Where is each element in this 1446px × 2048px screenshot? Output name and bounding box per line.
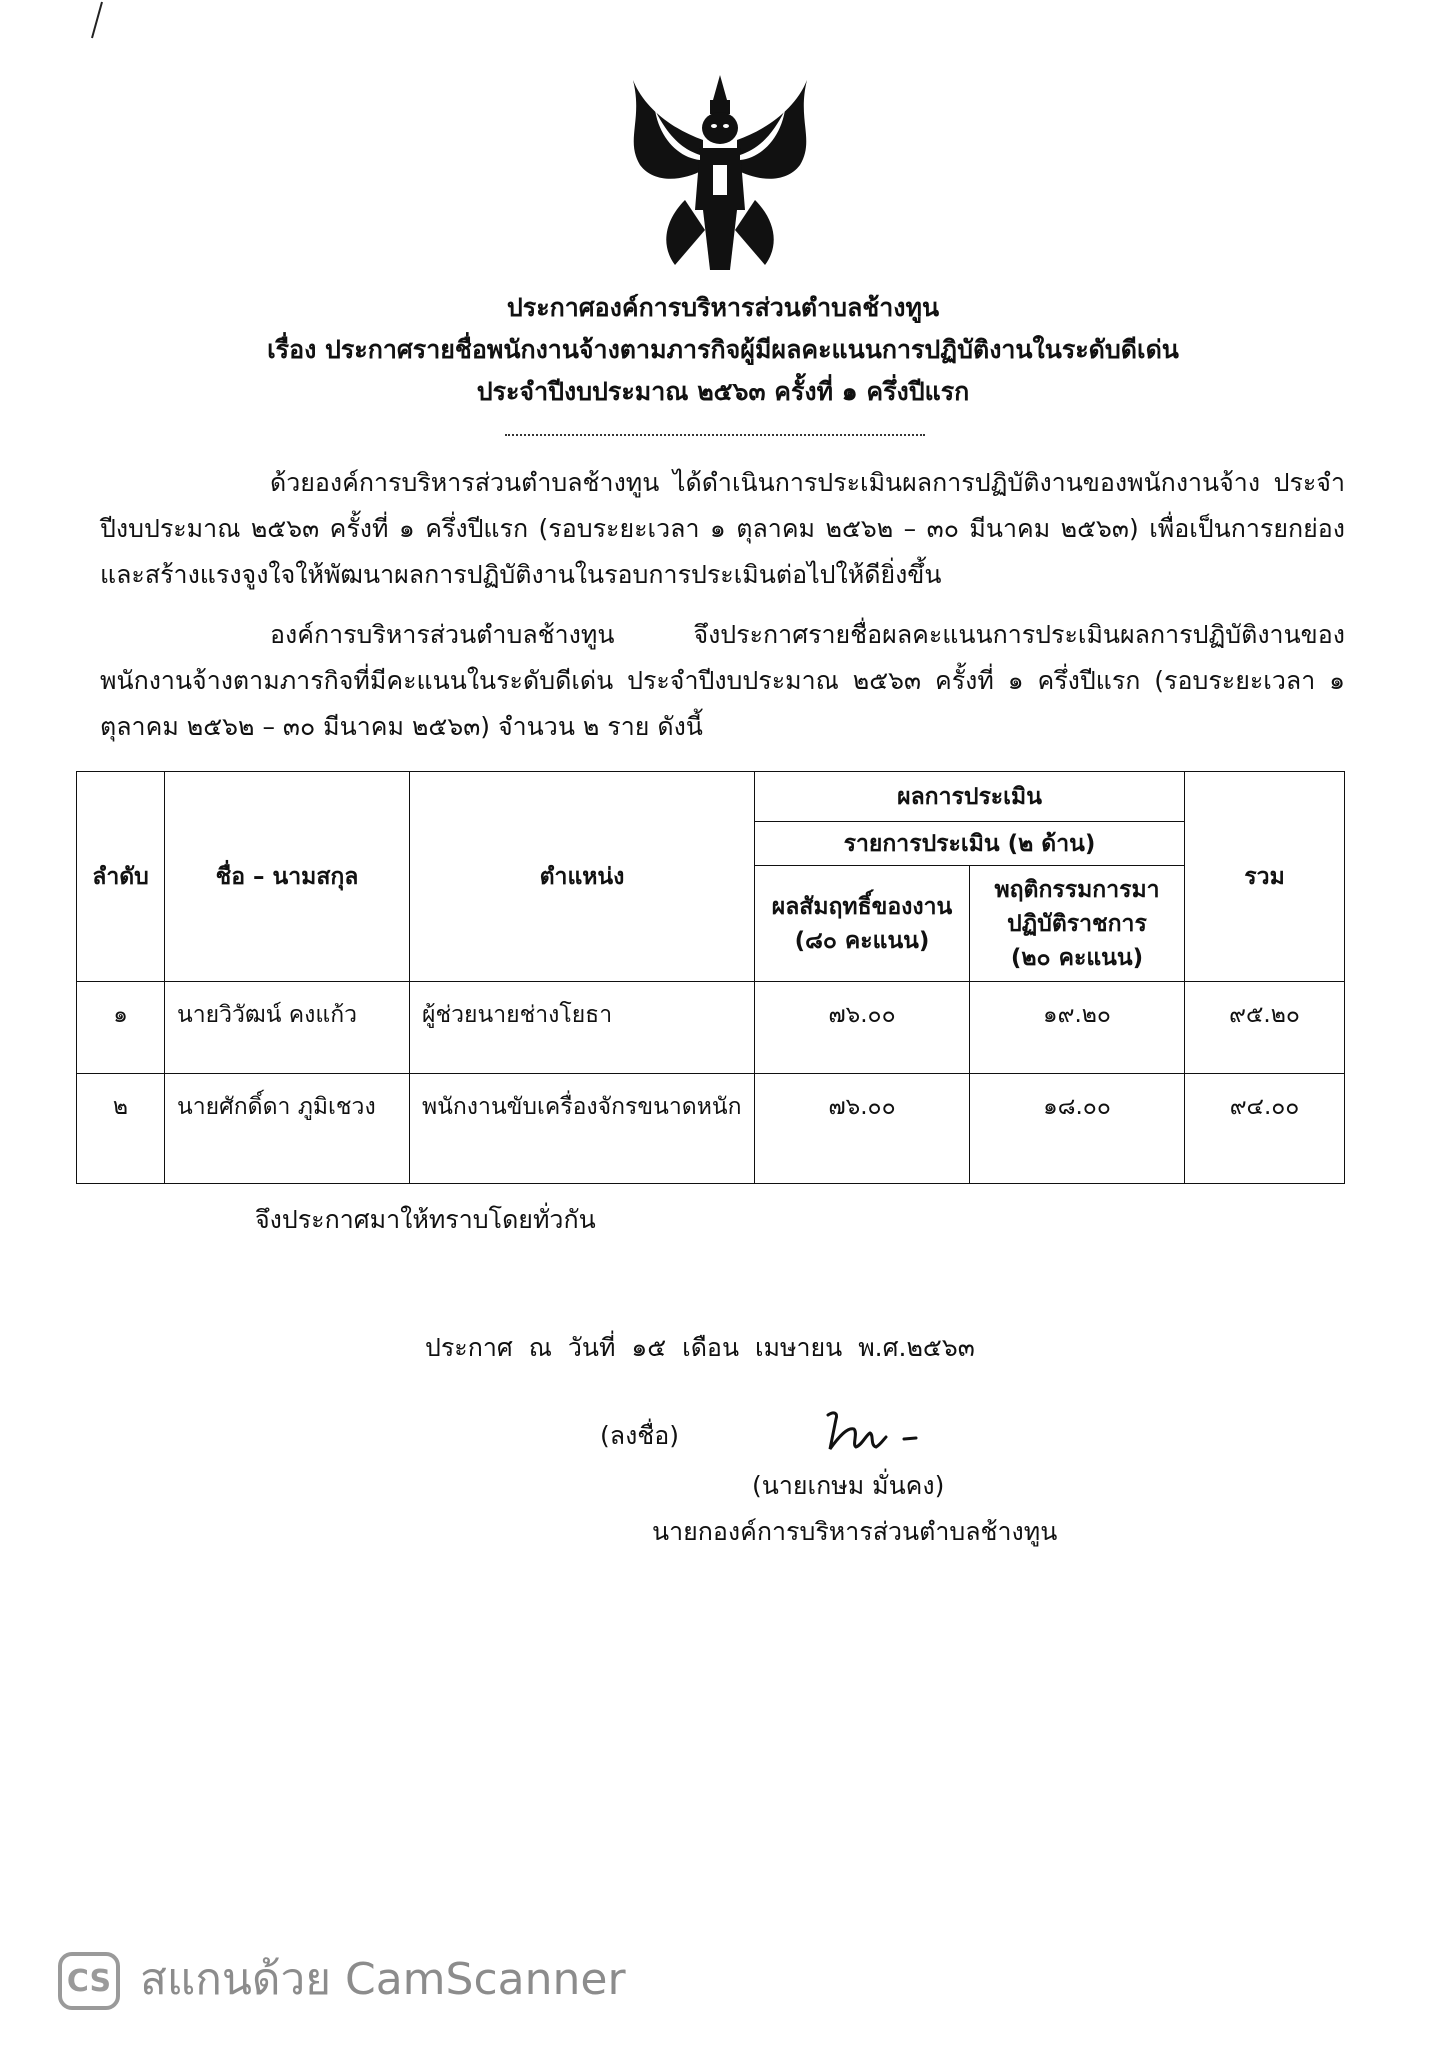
garuda-emblem-icon [615, 70, 825, 275]
cell-work-score: ๗๖.๐๐ [755, 982, 970, 1074]
cell-behavior-score: ๑๙.๒๐ [970, 982, 1185, 1074]
header-behavior [970, 866, 1185, 982]
camscanner-logo-icon: CS [58, 1952, 120, 2010]
paragraph-announcement: องค์การบริหารส่วนตำบลช้างทูน จึงประกาศรายชื่อผลคะแนนการประเมินผลการปฏิบัติงานของพนักงานจ้างตามภารกิจที่มีคะแนนในระดับดีเด่น ประจำปีงบประมาณ ๒๕๖๓ ครั้งที่ ๑ ครึ่งปีแรก (รอบระยะเวลา ๑ ตุลาคม ๒๕๖๒ – ๓๐ มีนาคม ๒๕๖๓) จำนวน ๒ ราย ดังนี้ [100, 620, 1345, 741]
announcement-date: ประกาศ ณ วันที่ ๑๕ เดือน เมษายน พ.ศ.๒๕๖๓ [425, 1333, 975, 1362]
cell-work-score: ๗๖.๐๐ [755, 1074, 970, 1184]
header-position: ตำแหน่ง [410, 772, 755, 982]
cell-order: ๒ [77, 1074, 165, 1184]
cell-total-score: ๙๔.๐๐ [1185, 1074, 1345, 1184]
signature-label: (ลงชื่อ) [600, 1421, 680, 1450]
cell-position: ผู้ช่วยนายช่างโยธา [410, 982, 755, 1074]
corner-pen-mark [88, 0, 106, 40]
header-work-points: (๘๐ คะแนน) [794, 927, 930, 954]
signatory-position: นายกองค์การบริหารส่วนตำบลช้างทูน [652, 1517, 1058, 1546]
announcement-title: ประกาศองค์การบริหารส่วนตำบลช้างทูน [506, 293, 940, 322]
header-behavior-points: (๒๐ คะแนน) [1010, 944, 1144, 971]
evaluation-results-table [76, 771, 1345, 1184]
header-work-label: ผลสัมฤทธิ์ของงาน [771, 893, 953, 920]
header-evaluation-result: ผลการประเมิน [755, 772, 1185, 822]
dotted-divider [505, 432, 925, 436]
header-name: ชื่อ – นามสกุล [165, 772, 410, 982]
announcement-fiscal-year: ประจำปีงบประมาณ ๒๕๖๓ ครั้งที่ ๑ ครึ่งปีแรก [476, 377, 970, 406]
cell-name: นายวิวัฒน์ คงแก้ว [165, 982, 410, 1074]
header-order: ลำดับ [77, 772, 165, 982]
cell-order: ๑ [77, 982, 165, 1074]
announcement-subject: เรื่อง ประกาศรายชื่อพนักงานจ้างตามภารกิจผู้มีผลคะแนนการปฏิบัติงานในระดับดีเด่น [267, 335, 1179, 364]
table-row [77, 982, 1345, 1074]
cell-total-score: ๙๕.๒๐ [1185, 982, 1345, 1074]
signatory-name: (นายเกษม มั่นคง) [752, 1471, 945, 1500]
table-row [77, 1074, 1345, 1184]
header-total: รวม [1185, 772, 1345, 982]
header-work-achievement [755, 866, 970, 982]
cell-position: พนักงานขับเครื่องจักรขนาดหนัก [410, 1074, 755, 1184]
header-behavior-label: พฤติกรรมการมา [994, 876, 1160, 903]
handwritten-signature-icon [820, 1405, 940, 1460]
header-evaluation-items: รายการประเมิน (๒ ด้าน) [755, 822, 1185, 866]
paragraph-intro: ด้วยองค์การบริหารส่วนตำบลช้างทูน ได้ดำเนินการประเมินผลการปฏิบัติงานของพนักงานจ้าง ประจำปีงบประมาณ ๒๕๖๓ ครั้งที่ ๑ ครึ่งปีแรก (รอบระยะเวลา ๑ ตุลาคม ๒๕๖๒ – ๓๐ มีนาคม ๒๕๖๓) เพื่อเป็นการยกย่องและสร้างแรงจูงใจให้พัฒนาผลการปฏิบัติงานในรอบการประเมินต่อไปให้ดียิ่งขึ้น [100, 468, 1345, 589]
cell-name: นายศักดิ์ดา ภูมิเชวง [165, 1074, 410, 1184]
cell-behavior-score: ๑๘.๐๐ [970, 1074, 1185, 1184]
camscanner-watermark: สแกนด้วย CamScanner [140, 1954, 626, 2005]
closing-statement: จึงประกาศมาให้ทราบโดยทั่วกัน [255, 1205, 596, 1234]
header-behavior-label2: ปฏิบัติราชการ [1007, 910, 1147, 937]
